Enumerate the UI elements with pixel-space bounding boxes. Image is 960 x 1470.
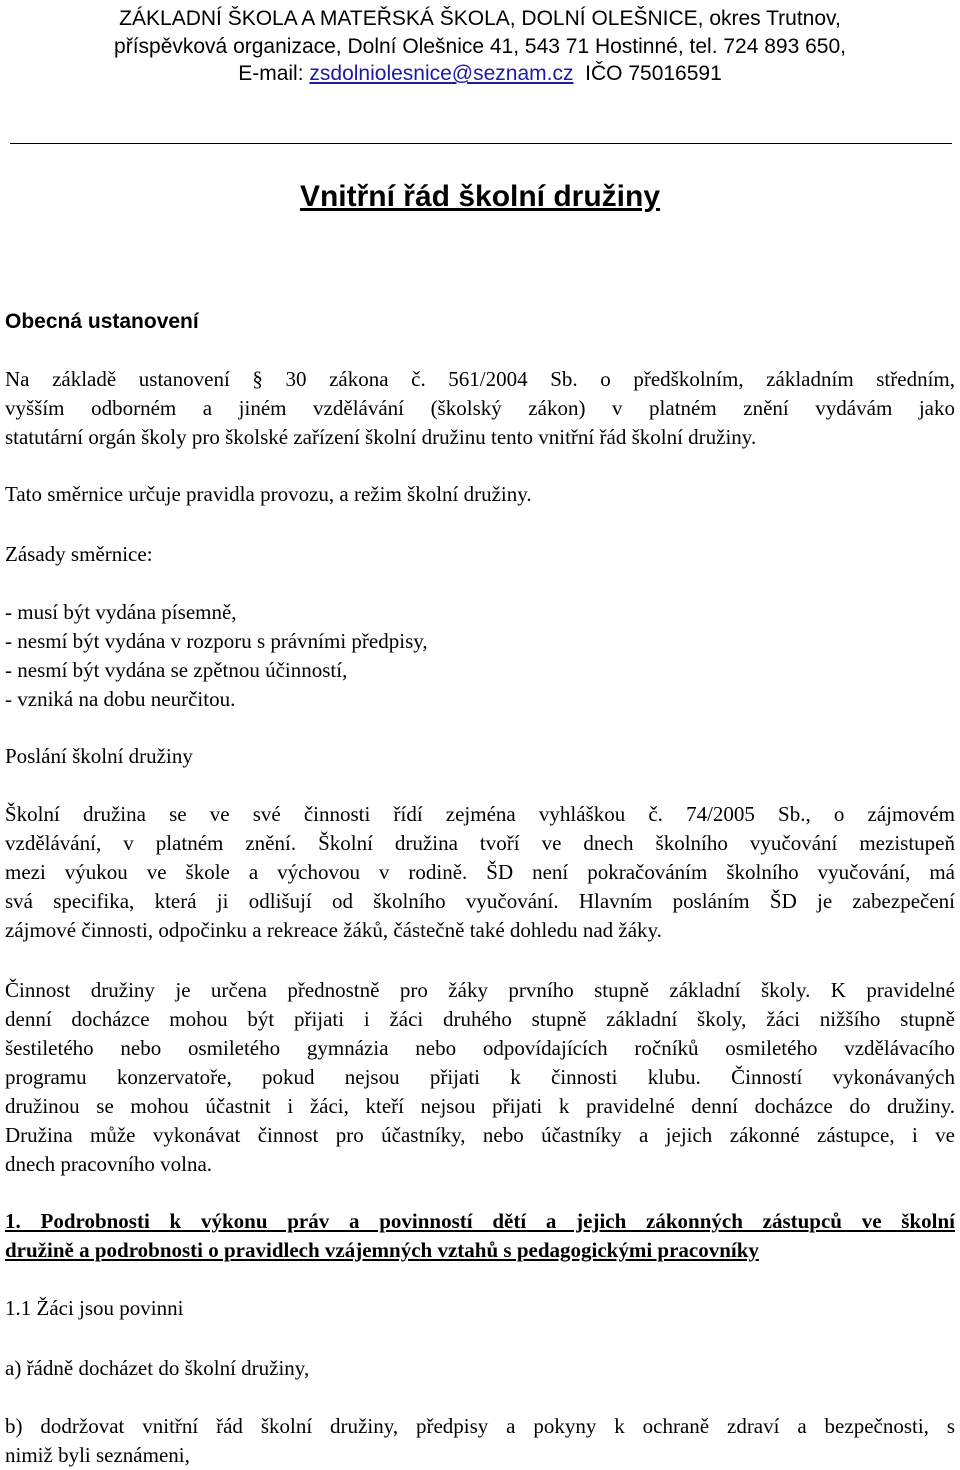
paragraph-line: vzdělávání, v platném znění. Školní družina tvoří ve dnech školního vyučování mezistupeň bbox=[5, 831, 955, 855]
header-divider bbox=[10, 143, 952, 144]
ico: IČO 75016591 bbox=[585, 62, 722, 85]
letterhead-line-3 bbox=[0, 60, 960, 88]
paragraph-line: denní docházce mohou být přijati i žáci druhého stupně základní školy, žáci nižšího stupně bbox=[5, 1007, 955, 1031]
intro-line: vyšším odborném a jiném vzdělávání (školský zákon) v platném znění vydávám jako bbox=[5, 396, 955, 420]
paragraph-line: programu konzervatoře, pokud nejsou přijati k činnosti klubu. Činností vykonávaných bbox=[5, 1065, 955, 1089]
chapter-heading-line: 1. Podrobnosti k výkonu práv a povinností dětí a jejich zákonných zástupců ve školní bbox=[5, 1209, 955, 1233]
paragraph-line: Družina může vykonávat činnost pro účastníky, nebo účastníky a jejich zákonné zástupce, i ve bbox=[5, 1123, 955, 1147]
paragraph-line: mezi výukou ve škole a výchovou v rodině. ŠD není pokračováním školního vyučování, má bbox=[5, 860, 955, 884]
intro-paragraph bbox=[5, 365, 955, 452]
email-label: E-mail: bbox=[238, 62, 310, 85]
chapter-1-heading bbox=[5, 1207, 955, 1265]
list-item: - musí být vydána písemně, bbox=[5, 600, 237, 624]
paragraph-line: zájmové činnosti, odpočinku a rekreace žáků, částečně také dohledu nad žáky. bbox=[5, 918, 662, 942]
paragraph-line: Školní družina se ve své činnosti řídí zejména vyhláškou č. 74/2005 Sb., o zájmovém bbox=[5, 802, 955, 826]
mission-heading: Poslání školní družiny bbox=[5, 744, 193, 768]
paragraph-line: Činnost družiny je určena přednostně pro žáky prvního stupně základní školy. K pravidelné bbox=[5, 978, 955, 1002]
mission-paragraph bbox=[5, 800, 955, 945]
activity-paragraph bbox=[5, 976, 955, 1179]
subsection-1-1: 1.1 Žáci jsou povinni bbox=[5, 1296, 184, 1320]
list-item: - nesmí být vydána se zpětnou účinností, bbox=[5, 658, 348, 682]
directive-text: Tato směrnice určuje pravidla provozu, a režim školní družiny. bbox=[5, 482, 532, 506]
list-item-a: a) řádně docházet do školní družiny, bbox=[5, 1356, 310, 1380]
paragraph-line: šestiletého nebo osmiletého gymnázia nebo odpovídajících ročníků osmiletého vzdělávacího bbox=[5, 1036, 955, 1060]
letterhead-line-1: ZÁKLADNÍ ŠKOLA A MATEŘSKÁ ŠKOLA, DOLNÍ OLEŠNICE, okres Trutnov, bbox=[119, 7, 841, 30]
chapter-heading-line: družině a podrobnosti o pravidlech vzájemných vztahů s pedagogickými pracovníky bbox=[5, 1238, 759, 1262]
letterhead bbox=[0, 5, 960, 88]
list-item-b-line: b) dodržovat vnitřní řád školní družiny, předpisy a pokyny k ochraně zdraví a bezpečnosti, s bbox=[5, 1414, 955, 1438]
email-link[interactable]: zsdolniolesnice@seznam.cz bbox=[309, 62, 574, 85]
list-item-b-line: nimiž byli seznámeni, bbox=[5, 1443, 190, 1467]
paragraph-line: družinou se mohou účastnit i žáci, kteří nejsou přijati k pravidelné denní docházce do družiny. bbox=[5, 1094, 955, 1118]
paragraph-line: svá specifika, která ji odlišují od školního vyučování. Hlavním posláním ŠD je zabezpečení bbox=[5, 889, 955, 913]
document-title: Vnitřní řád školní družiny bbox=[299, 180, 661, 213]
list-item: - vzniká na dobu neurčitou. bbox=[5, 687, 236, 711]
principles-list bbox=[5, 598, 955, 714]
paragraph-line: dnech pracovního volna. bbox=[5, 1152, 213, 1176]
intro-line: Na základě ustanovení § 30 zákona č. 561/2004 Sb. o předškolním, základním středním, bbox=[5, 367, 955, 391]
principles-heading: Zásady směrnice: bbox=[5, 542, 153, 566]
intro-line: statutární orgán školy pro školské zařízení školní družinu tento vnitřní řád školní družiny. bbox=[5, 425, 757, 449]
letterhead-line-2: příspěvková organizace, Dolní Olešnice 41, 543 71 Hostinné, tel. 724 893 650, bbox=[114, 34, 846, 58]
list-item-b bbox=[5, 1412, 955, 1470]
general-heading: Obecná ustanovení bbox=[5, 310, 199, 333]
list-item: - nesmí být vydána v rozporu s právními předpisy, bbox=[5, 629, 428, 653]
